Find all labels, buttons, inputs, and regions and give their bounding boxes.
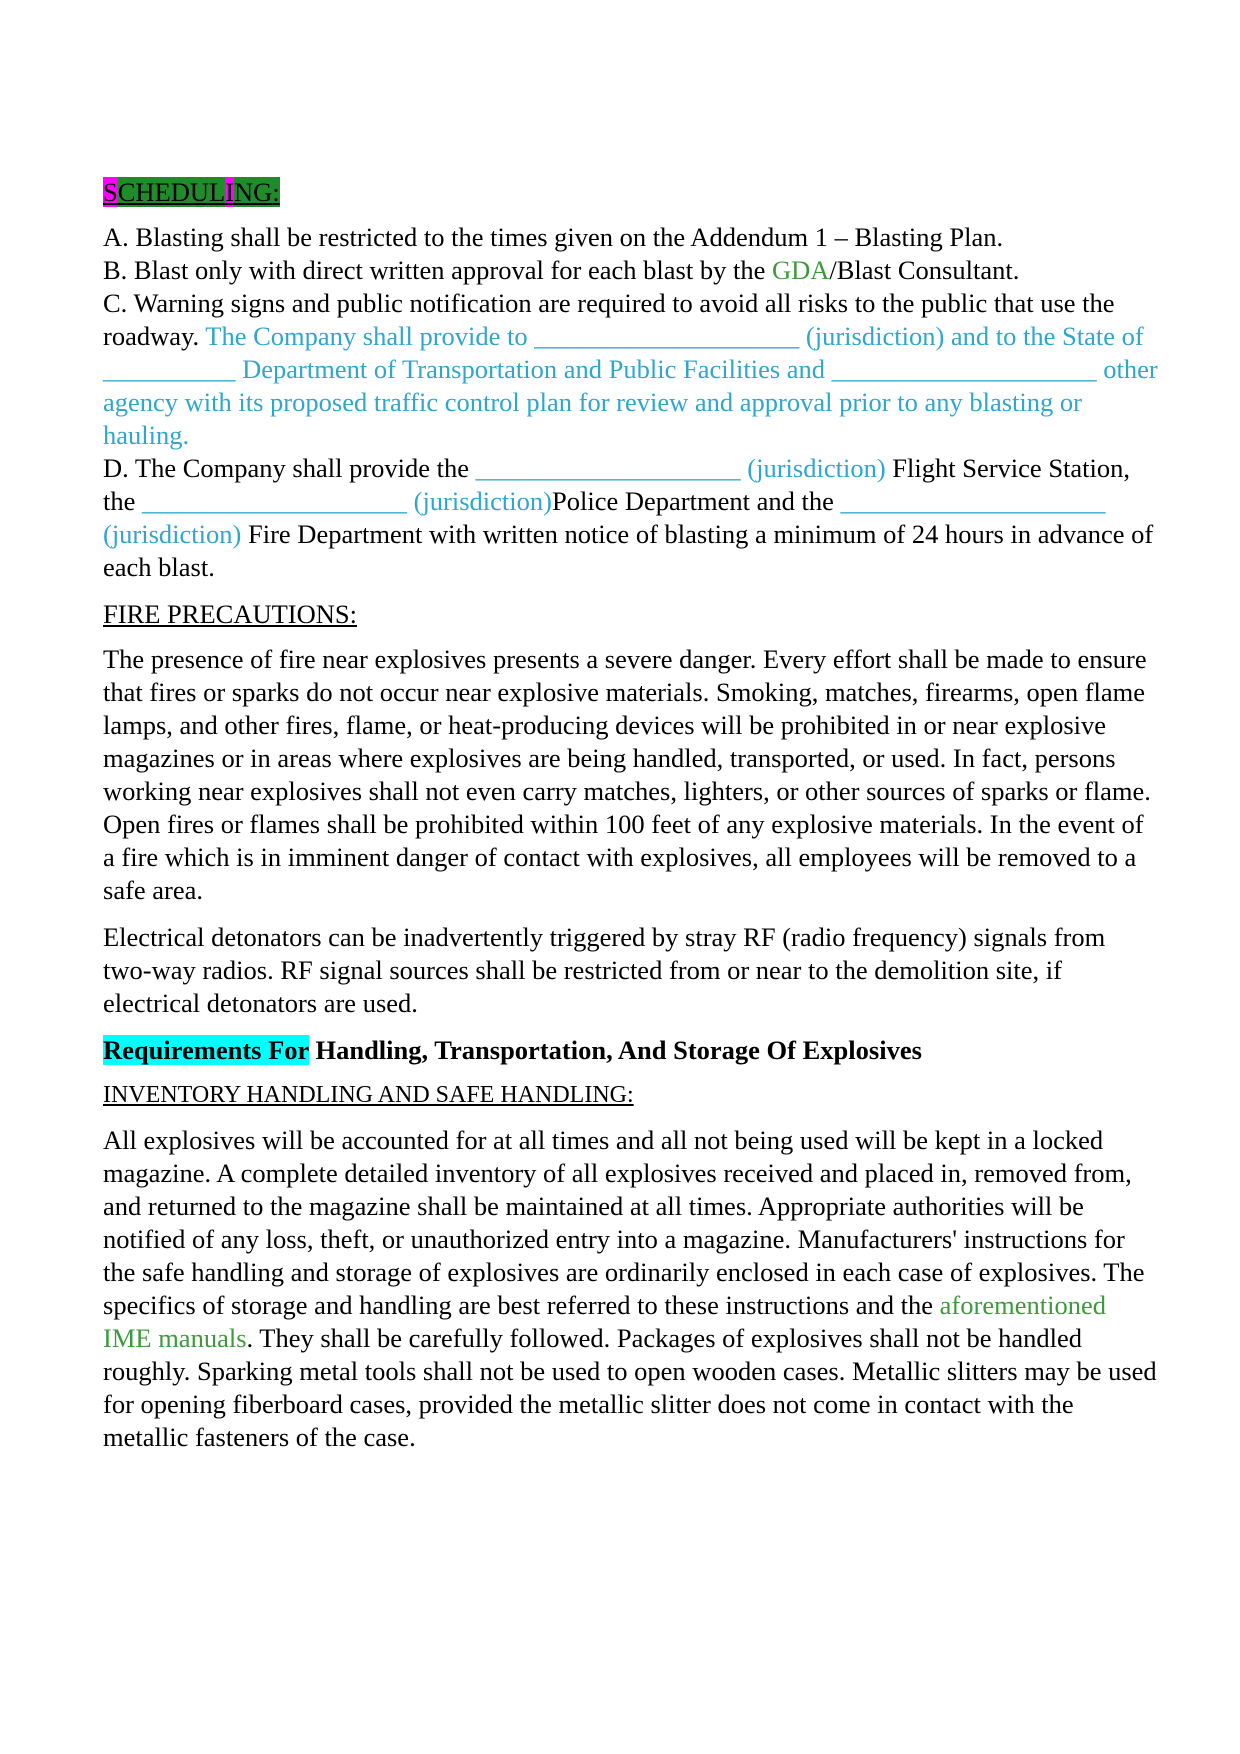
heading-segment-highlight: NG — [234, 177, 273, 207]
jurisdiction-blank: ____________________ (jurisdiction) — [475, 453, 886, 483]
inventory-paragraph — [103, 1124, 1158, 1454]
jurisdiction-blank: ____________________ (jurisdiction) — [103, 486, 1106, 549]
scheduling-heading — [103, 176, 1158, 209]
inventory-heading-text: INVENTORY HANDLING AND SAFE HANDLING: — [103, 1082, 634, 1108]
heading-segment-highlight: CHEDUL — [117, 177, 226, 207]
heading-colon: : — [272, 177, 280, 207]
item-d-text: D. The Company shall provide the — [103, 453, 476, 483]
item-c-text: C. Warning signs and public notification are required to avoid all risks to the public that use the roadway. — [103, 288, 1115, 351]
fire-paragraph-2: Electrical detonators can be inadvertently triggered by stray RF (radio frequency) signals from two-way radios. RF signal sources shall be restricted from or near to the demolition site, if electrical detonators are used. — [103, 922, 1106, 1018]
item-d-text: Police Department and the — [552, 486, 841, 516]
item-d-text: Flight Service Station, the — [103, 453, 1131, 516]
scheduling-item-c — [103, 287, 1158, 452]
item-b-text-end: /Blast Consultant. — [829, 255, 1020, 285]
requirements-heading — [103, 1034, 1158, 1067]
fire-precautions-heading — [103, 598, 1158, 631]
document-body — [103, 176, 1158, 1468]
inventory-heading — [103, 1079, 1158, 1112]
fire-paragraph-1: The presence of fire near explosives presents a severe danger. Every effort shall be made to ensure that fires or sparks do not occur near explosive materials. Smoking, matches, firearms, open flame lamps, and other fires, flame, or heat-producing devices will be prohibited in or near explosive magazines or in areas where explosives are being handled, transported, or used. In fact, persons working near explosives shall not even carry matches, lighters, or other sources of sparks or flame. Open fires or flames shall be prohibited within 100 feet of any explosive materials. In the event of a fire which is in imminent danger of contact with explosives, all employees will be removed to a safe area. — [103, 644, 1151, 905]
fire-heading-text: FIRE PRECAUTIONS: — [103, 599, 357, 629]
requirements-highlight: Requirements For — [103, 1035, 309, 1065]
item-b-text: B. Blast only with direct written approval for each blast by the — [103, 255, 772, 285]
heading-letter-highlight: S — [103, 177, 118, 207]
item-c-fill-in-text: The Company shall provide to ____________________ (jurisdiction) and to the State of __________ Department of Transportation and Public Facilities and ____________________ other agency with its proposed traffic control plan for review and approval prior to any blasting or hauling. — [103, 321, 1158, 450]
inventory-text-end: . They shall be carefully followed. Packages of explosives shall not be handled roughly. Sparking metal tools shall not be used to open wooden cases. Metallic slitters may be used for opening fiberboard cases, provided the metallic slitter does not come in contact with the metallic fasteners of the case. — [103, 1323, 1157, 1452]
heading-letter-highlight: I — [225, 177, 235, 207]
scheduling-item-a: A. Blasting shall be restricted to the times given on the Addendum 1 – Blasting Plan. — [103, 222, 1004, 252]
requirements-heading-rest: Handling, Transportation, And Storage Of Explosives — [308, 1035, 922, 1065]
jurisdiction-blank: ____________________ (jurisdiction) — [142, 486, 552, 516]
scheduling-section — [103, 221, 1158, 584]
scheduling-item-b — [103, 254, 1158, 287]
inventory-text: All explosives will be accounted for at all times and all not being used will be kept in a locked magazine. A complete detailed inventory of all explosives received and placed in, removed from, and returned to the magazine shall be maintained at all times. Appropriate authorities will be notified of any loss, theft, or unauthorized entry into a magazine. Manufacturers' instructions for the safe handling and storage of explosives are ordinarily enclosed in each case of explosives. The specifics of storage and handling are best referred to these instructions and the — [103, 1125, 1145, 1320]
item-d-text-end: Fire Department with written notice of blasting a minimum of 24 hours in advance of each blast. — [103, 519, 1154, 582]
ime-manuals-highlight: aforementioned IME manuals — [103, 1290, 1106, 1353]
gda-highlight: GDA — [771, 255, 830, 285]
scheduling-item-d — [103, 452, 1158, 584]
